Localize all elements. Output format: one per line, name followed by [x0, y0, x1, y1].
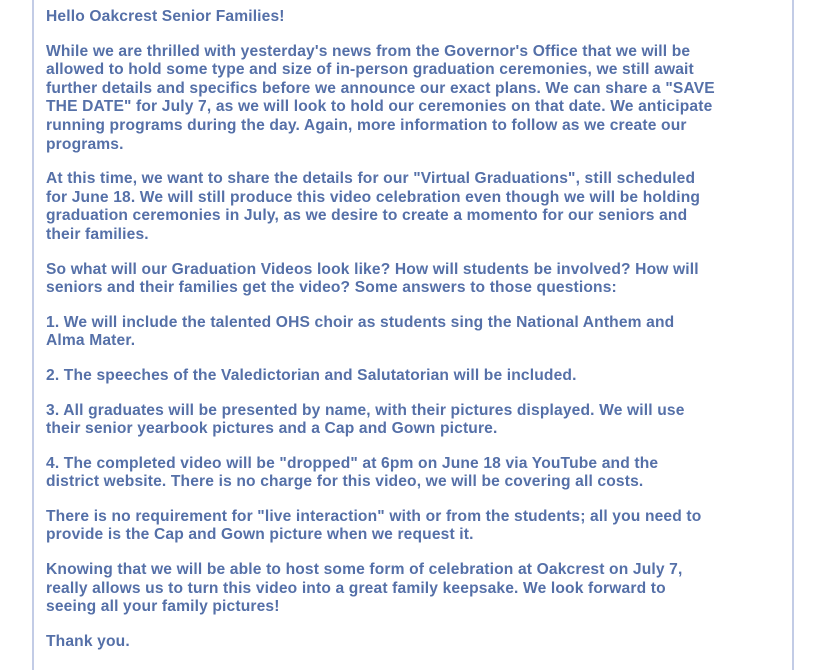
list-item-choir: 1. We will include the talented OHS choir as students sing the National Anthem and Alma Mater.	[46, 313, 675, 350]
list-item-video-release: 4. The completed video will be "dropped" at 6pm on June 18 via YouTube and the district website. There is no charge for this video, we will be covering all costs.	[46, 454, 659, 491]
list-item-graduates: 3. All graduates will be presented by name, with their pictures displayed. We will use their senior yearbook pictures and a Cap and Gown picture.	[46, 401, 685, 438]
paragraph-questions: So what will our Graduation Videos look like? How will students be involved? How will seniors and their families get the video? Some answers to those questions:	[46, 260, 699, 297]
paragraph-virtual-graduations: At this time, we want to share the details for our "Virtual Graduations", still scheduled for June 18. We will still produce this video celebration even though we will be holding graduation ceremonies in July, as we desire to create a momento for our seniors and their families.	[46, 170, 701, 243]
paragraph-no-live-interaction: There is no requirement for "live interaction" with or from the students; all you need to provide is the Cap and Gown picture when we request it.	[46, 507, 702, 544]
letter-body	[46, 8, 796, 667]
paragraph-keepsake: Knowing that we will be able to host some form of celebration at Oakcrest on July 7, really allows us to turn this video into a great family keepsake. We look forward to seeing all your family pictures!	[46, 561, 683, 616]
letter-closing: Thank you.	[46, 632, 130, 650]
list-item-speeches: 2. The speeches of the Valedictorian and Salutatorian will be included.	[46, 366, 577, 384]
letter-greeting: Hello Oakcrest Senior Families!	[46, 8, 285, 25]
paragraph-save-the-date: While we are thrilled with yesterday's news from the Governor's Office that we will be allowed to hold some type and size of in-person graduation ceremonies, we still await further details and specifics before we announce our exact plans. We can share a "SAVE THE DATE" for July 7, as we will look to hold our ceremonies on that date. We anticipate running programs during the day. Again, more information to follow as we create our programs.	[46, 42, 715, 153]
